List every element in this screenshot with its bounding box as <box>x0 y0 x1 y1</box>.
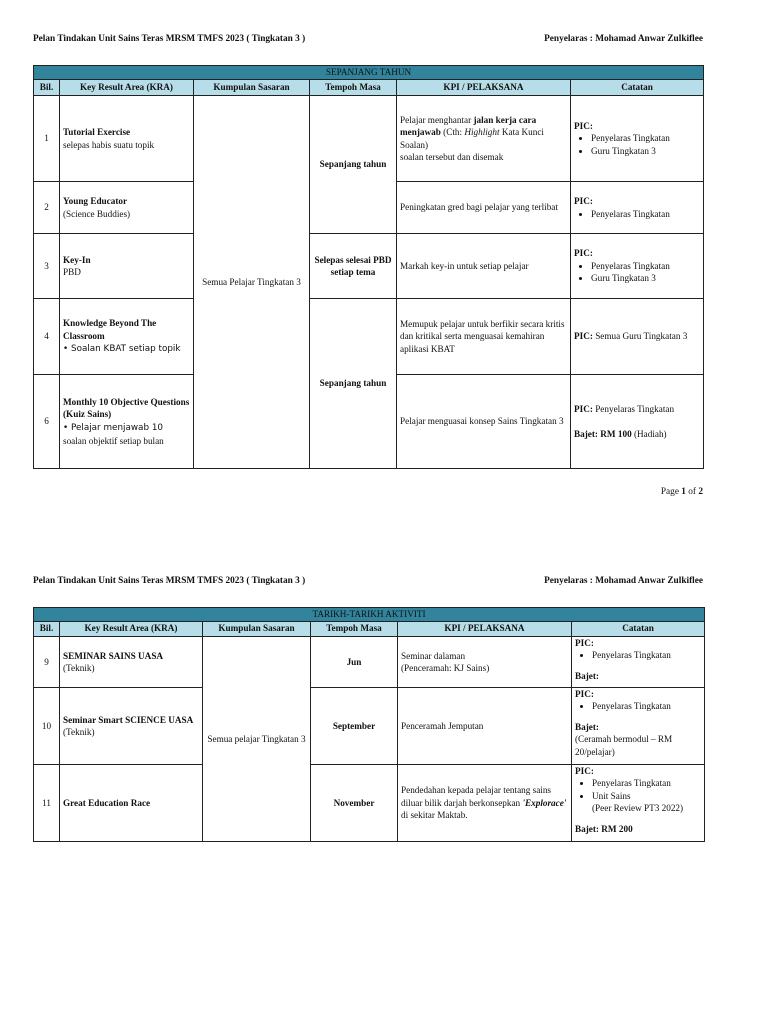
pic-extra: (Peer Review PT3 2022) <box>592 803 684 814</box>
document-title: Pelan Tindakan Unit Sains Teras MRSM TMFS 2023 ( Tingkatan 3 ) <box>33 576 306 586</box>
page-number-text: of <box>685 487 699 497</box>
pic-label: PIC: <box>574 248 593 259</box>
budget-detail: (Ceramah bermodul – RM 20/pelajar) <box>575 734 673 757</box>
row-number: 6 <box>34 375 60 469</box>
notes-cell <box>571 375 704 469</box>
pic-label: PIC: <box>574 331 593 342</box>
kpi-text: (Penceramah: KJ Sains) <box>401 663 490 674</box>
pic-label: PIC: <box>575 766 594 777</box>
col-header-notes: Catatan <box>571 80 704 96</box>
kra-title: Great Education Race <box>63 797 151 808</box>
budget-label: Bajet: RM 100 <box>574 428 632 439</box>
table-row <box>34 765 705 842</box>
kpi-cell <box>398 765 572 842</box>
kra-cell <box>60 637 203 688</box>
col-header-kpi: KPI / PELAKSANA <box>398 622 572 637</box>
period: November <box>311 765 398 842</box>
target-group: Semua Pelajar Tingkatan 3 <box>194 96 310 469</box>
pic-list <box>574 260 700 285</box>
kra-subtitle: • Soalan KBAT setiap topik <box>63 344 181 355</box>
kpi-cell: Penceramah Jemputan <box>398 688 572 765</box>
kpi-text-italic: Highlight <box>464 127 500 138</box>
kra-title: SEMINAR SAINS UASA <box>63 650 164 661</box>
pic-label: PIC: <box>574 196 593 207</box>
kpi-cell: Peningkatan gred bagi pelajar yang terlibat <box>397 182 571 234</box>
pic-list <box>575 700 701 712</box>
coordinator-name: Penyelaras : Mohamad Anwar Zulkiflee <box>544 576 703 586</box>
pic-label: PIC: <box>574 403 593 414</box>
col-header-group: Kumpulan Sasaran <box>203 622 311 637</box>
kra-title: Monthly 10 Objective Questions (Kuiz Sains) <box>63 396 190 420</box>
row-number: 11 <box>34 765 60 842</box>
row-number: 10 <box>34 688 60 765</box>
kra-cell <box>60 96 194 182</box>
budget-label: Bajet: <box>575 670 599 681</box>
pic-item: • Penyelaras Tingkatan <box>591 132 700 144</box>
pic-label: PIC: <box>575 638 594 649</box>
notes-cell <box>571 234 704 299</box>
kpi-text: di sekitar Maktab. <box>401 810 468 821</box>
period: Sepanjang tahun <box>310 299 397 469</box>
kra-subtitle: soalan objektif setiap bulan <box>63 435 164 446</box>
table-row <box>34 637 705 688</box>
period: September <box>311 688 398 765</box>
row-number: 9 <box>34 637 60 688</box>
coordinator-name: Penyelaras : Mohamad Anwar Zulkiflee <box>544 34 703 44</box>
pic-label: PIC: <box>575 689 594 700</box>
page-number-text: Page <box>660 487 682 497</box>
notes-cell <box>572 688 705 765</box>
kpi-cell: Pelajar menguasai konsep Sains Tingkatan 3 <box>397 375 571 469</box>
kra-cell <box>60 299 194 375</box>
kra-cell <box>60 688 203 765</box>
pic-item: • Guru Tingkatan 3 <box>591 272 700 284</box>
pic-item: • Penyelaras Tingkatan <box>592 649 701 661</box>
kra-subtitle: • Pelajar menjawab 10 <box>63 422 164 433</box>
row-number: 3 <box>34 234 60 299</box>
kra-cell <box>60 765 203 842</box>
col-header-kra: Key Result Area (KRA) <box>60 622 203 637</box>
action-plan-table-year <box>33 65 704 469</box>
kra-subtitle: PBD <box>63 267 81 278</box>
col-header-notes: Catatan <box>572 622 705 637</box>
pic-label: PIC: <box>574 120 593 131</box>
kpi-cell <box>398 637 572 688</box>
kpi-cell: Memupuk pelajar untuk berfikir secara kritis dan kritikal serta menguasai kemahiran aplikasi KBAT <box>397 299 571 375</box>
row-number: 1 <box>34 96 60 182</box>
kra-subtitle: (Teknik) <box>63 727 95 738</box>
period: Jun <box>311 637 398 688</box>
pic-item: • Penyelaras Tingkatan <box>591 260 700 272</box>
pic-item: • Guru Tingkatan 3 <box>591 145 700 157</box>
page-number <box>661 487 703 497</box>
kra-subtitle: (Science Buddies) <box>63 208 131 219</box>
row-number: 2 <box>34 182 60 234</box>
section-band: SEPANJANG TAHUN <box>34 66 704 80</box>
col-header-kpi: KPI / PELAKSANA <box>397 80 571 96</box>
kra-cell <box>60 375 194 469</box>
kra-cell <box>60 182 194 234</box>
notes-cell <box>572 637 705 688</box>
pic-list <box>575 649 701 661</box>
pic-item: • Penyelaras Tingkatan <box>592 777 701 789</box>
table-row <box>34 96 704 182</box>
kpi-text: Pendedahan kepada pelajar tentang sains diluar bilik darjah berkonsepkan <box>401 785 552 808</box>
kra-subtitle: (Teknik) <box>63 663 95 674</box>
col-header-period: Tempoh Masa <box>311 622 398 637</box>
budget-note: (Hadiah) <box>631 428 667 439</box>
kra-title: Tutorial Exercise <box>63 127 131 138</box>
kpi-text: Kata Kunci Soalan) <box>400 127 544 150</box>
kra-subtitle: selepas habis suatu topik <box>63 139 155 150</box>
pic-item: • Penyelaras Tingkatan <box>592 700 701 712</box>
section-band: TARIKH-TARIKH AKTIVITI <box>34 608 705 622</box>
col-header-no: Bil. <box>34 622 60 637</box>
kra-title: Key-In <box>63 254 91 265</box>
col-header-kra: Key Result Area (KRA) <box>60 80 194 96</box>
kpi-text: (Cth: <box>440 127 465 138</box>
kra-title: Knowledge Beyond The Classroom <box>63 318 157 341</box>
notes-cell <box>571 299 704 375</box>
pic-list <box>574 132 700 157</box>
kpi-text: Pelajar menghantar <box>400 114 474 125</box>
period: Sepanjang tahun <box>310 96 397 234</box>
page-current: 1 <box>681 487 686 497</box>
pic-list <box>575 777 701 802</box>
pic-text: Penyelaras Tingkatan <box>592 403 675 414</box>
budget-label: Bajet: RM 200 <box>575 823 633 834</box>
pic-list <box>574 208 700 220</box>
notes-cell <box>571 182 704 234</box>
col-header-period: Tempoh Masa <box>310 80 397 96</box>
col-header-no: Bil. <box>34 80 60 96</box>
notes-cell <box>571 96 704 182</box>
page-total: 2 <box>698 487 703 497</box>
kpi-text: soalan tersebut dan disemak <box>400 151 504 162</box>
kpi-text-bold-italic: 'Explorace' <box>522 797 567 808</box>
kra-title: Seminar Smart SCIENCE UASA <box>63 714 194 725</box>
kpi-cell <box>397 96 571 182</box>
row-number: 4 <box>34 299 60 375</box>
target-group: Semua pelajar Tingkatan 3 <box>203 637 311 842</box>
table-row <box>34 299 704 375</box>
pic-text: Semua Guru Tingkatan 3 <box>592 331 688 342</box>
kra-title: Young Educator <box>63 196 128 207</box>
period: Selepas selesai PBD setiap tema <box>310 234 397 299</box>
document-title: Pelan Tindakan Unit Sains Teras MRSM TMFS 2023 ( Tingkatan 3 ) <box>33 34 306 44</box>
pic-item: • Penyelaras Tingkatan <box>591 208 700 220</box>
budget-label: Bajet: <box>575 721 599 732</box>
table-row <box>34 688 705 765</box>
table-row <box>34 234 704 299</box>
kpi-text: Seminar dalaman <box>401 650 466 661</box>
col-header-group: Kumpulan Sasaran <box>194 80 310 96</box>
notes-cell <box>572 765 705 842</box>
action-plan-table-dates <box>33 607 705 842</box>
kpi-text-bold: jalan kerja cara menjawab <box>400 114 537 138</box>
kra-cell <box>60 234 194 299</box>
pic-item: • Unit Sains <box>592 790 701 802</box>
kpi-cell: Markah key-in untuk setiap pelajar <box>397 234 571 299</box>
